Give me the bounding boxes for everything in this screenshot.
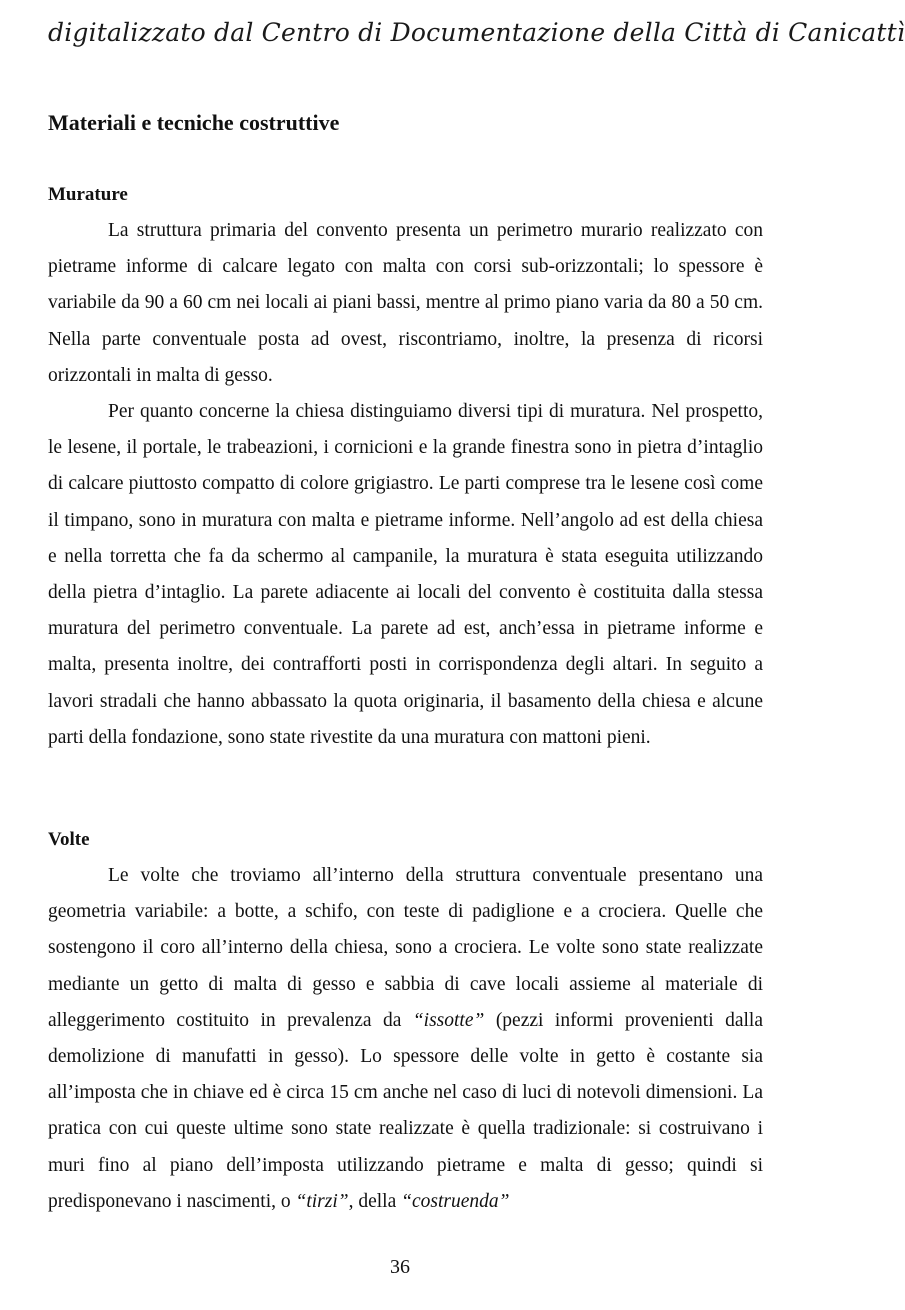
volte-text-1: Le volte che troviamo all’interno della struttura conventuale presentano una geometria variabile: a botte, a schifo, con teste di padiglione e a crociera. Quelle che sostengono il coro all’interno della chiesa, sono a crociera. Le volte sono state realizzate mediante un getto di malta di gesso e sabbia di cave locali assieme al materiale di alleggerimento costituito in prevalenza da [48,865,763,1031]
volte-text-2: (pezzi informi provenienti dalla demolizione di manufatti in gesso). Lo spessore delle volte in getto è costante sia all’imposta che in chiave ed è circa 15 cm anche nel caso di luci di notevoli dimensioni. La pratica con cui queste ultime sono state realizzate è quella tradizionale: si costruivano i muri fino al piano dell’imposta utilizzando pietrame e malta di gesso; quindi si predisponevano i nascimenti, o [48,1009,763,1212]
heading-volte: Volte [48,829,90,850]
volte-text-3: , della [348,1190,402,1212]
term-issotte: “issotte” [412,1009,485,1031]
term-tirzi: “tirzi” [295,1190,349,1212]
volte-paragraph [48,858,763,1220]
murature-paragraph-2: Per quanto concerne la chiesa distinguiamo diversi tipi di muratura. Nel prospetto, le lesene, il portale, le trabeazioni, i cornicioni e la grande finestra sono in pietra d’intaglio di calcare piuttosto compatto di colore grigiastro. Le parti comprese tra le lesene così come il timpano, sono in muratura con malta e pietrame informe. Nell’angolo ad est della chiesa e nella torretta che fa da schermo al campanile, la muratura è stata eseguita utilizzando della pietra d’intaglio. La parete adiacente ai locali del convento è costituita dalla stessa muratura del perimetro conventuale. La parete ad est, anch’essa in pietrame informe e malta, presenta inoltre, dei contrafforti posti in corrispondenza degli altari. In seguito a lavori stradali che hanno abbassato la quota originaria, il basamento della chiesa e alcune parti della fondazione, sono state rivestite da una muratura con mattoni pieni. [48,401,763,748]
page-number: 36 [390,1256,410,1278]
murature-paragraph-1: La struttura primaria del convento presenta un perimetro murario realizzato con pietrame informe di calcare legato con malta con corsi sub-orizzontali; lo spessore è variabile da 90 a 60 cm nei locali ai piani bassi, mentre al primo piano varia da 80 a 50 cm. Nella parte conventuale posta ad ovest, riscontriamo, inoltre, la presenza di ricorsi orizzontali in malta di gesso. [48,220,763,386]
section-title: Materiali e tecniche costruttive [48,110,340,135]
heading-murature: Murature [48,184,128,205]
term-costruenda: “costruenda” [401,1190,510,1212]
digitization-watermark: digitalizzato dal Centro di Documentazione della Città di Canicattì [48,18,905,47]
